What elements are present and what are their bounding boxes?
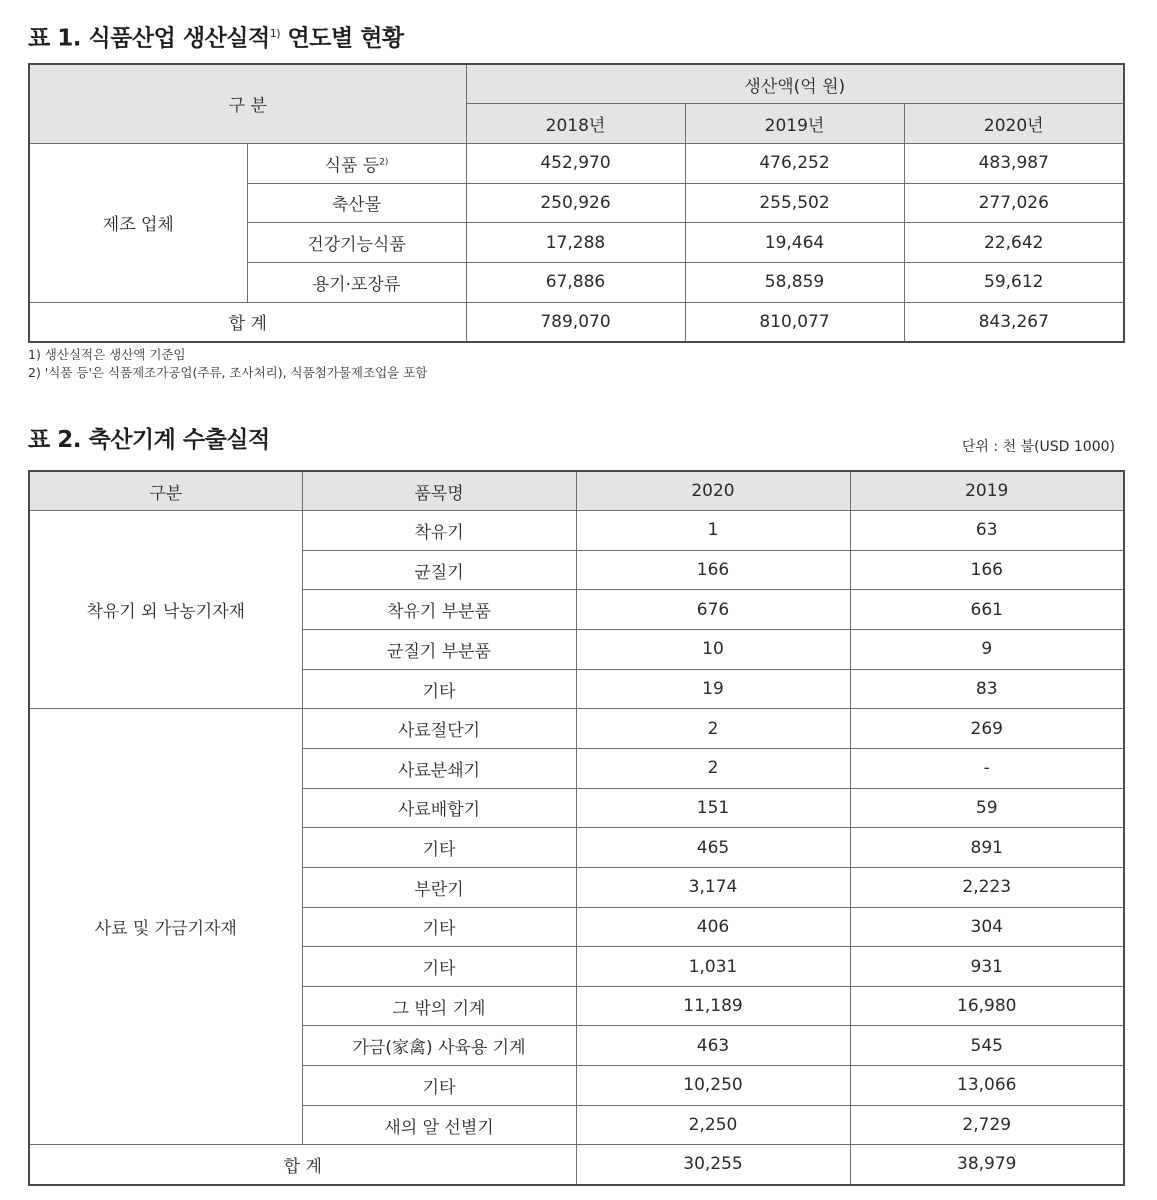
table-cell: 304 <box>850 907 1124 947</box>
table-cell: 그 밖의 기계 <box>302 986 576 1026</box>
table-row <box>29 709 1124 749</box>
table-cell: 16,980 <box>850 986 1124 1026</box>
table1-header-category: 구 분 <box>29 64 466 143</box>
table-row <box>29 511 1124 551</box>
table-cell: 사료배합기 <box>302 788 576 828</box>
table-cell: 465 <box>576 828 850 868</box>
table1-row-label: 용기·포장류 <box>247 262 466 302</box>
table-cell: 151 <box>576 788 850 828</box>
table1-year-header: 2020년 <box>904 104 1124 144</box>
table-cell: 균질기 부분품 <box>302 630 576 670</box>
table-cell: 착유기 <box>302 511 576 551</box>
table-cell: 789,070 <box>466 302 685 342</box>
table1-title-text: 표 1. 식품산업 생산실적 <box>28 25 270 52</box>
table2-total-label: 합 계 <box>29 1145 576 1185</box>
table-cell: 가금(家禽) 사육용 기계 <box>302 1026 576 1066</box>
table-cell: 931 <box>850 947 1124 987</box>
table-cell: 2 <box>576 709 850 749</box>
table-cell: 19,464 <box>685 223 904 263</box>
table-cell: 착유기 부분품 <box>302 590 576 630</box>
table1-footnotes <box>28 346 427 382</box>
table-cell: 545 <box>850 1026 1124 1066</box>
table2-header: 품목명 <box>302 471 576 511</box>
table-cell: 2,729 <box>850 1105 1124 1145</box>
table-cell: 1,031 <box>576 947 850 987</box>
table1-header-group: 생산액(억 원) <box>466 64 1124 104</box>
table-cell: 기타 <box>302 947 576 987</box>
table-row <box>29 143 1124 183</box>
table-cell: 166 <box>576 550 850 590</box>
table1-row-label <box>247 143 466 183</box>
table-cell: 30,255 <box>576 1145 850 1185</box>
table-cell: 483,987 <box>904 143 1124 183</box>
table2-header: 구분 <box>29 471 302 511</box>
table1-title-suffix: 연도별 현황 <box>280 25 404 52</box>
table1-year-header: 2019년 <box>685 104 904 144</box>
table-cell: 17,288 <box>466 223 685 263</box>
table2-header-row <box>29 471 1124 511</box>
table1-title <box>28 20 404 53</box>
production-table <box>28 63 1125 343</box>
row-label-text: 식품 등 <box>324 155 380 176</box>
table-cell: 새의 알 선별기 <box>302 1105 576 1145</box>
table-cell: 사료절단기 <box>302 709 576 749</box>
table-cell: 기타 <box>302 828 576 868</box>
table-cell: 58,859 <box>685 262 904 302</box>
table2-group-label: 사료 및 가금기자재 <box>29 709 302 1145</box>
table-cell: 843,267 <box>904 302 1124 342</box>
table-cell: 38,979 <box>850 1145 1124 1185</box>
table-cell: 11,189 <box>576 986 850 1026</box>
table-cell: - <box>850 748 1124 788</box>
table1-total-row <box>29 302 1124 342</box>
row-label-footnote-mark: 2) <box>379 157 389 168</box>
table-cell: 810,077 <box>685 302 904 342</box>
table1-total-label: 합 계 <box>29 302 466 342</box>
table2-header: 2019 <box>850 471 1124 511</box>
table1-group-label: 제조 업체 <box>29 143 247 302</box>
table-cell: 2,250 <box>576 1105 850 1145</box>
table1-row-label: 건강기능식품 <box>247 223 466 263</box>
table-cell: 255,502 <box>685 183 904 223</box>
table1-row-label: 축산물 <box>247 183 466 223</box>
table-cell: 269 <box>850 709 1124 749</box>
table1-year-header: 2018년 <box>466 104 685 144</box>
table-cell: 1 <box>576 511 850 551</box>
footnote: 1) 생산실적은 생산액 기준임 <box>28 347 186 362</box>
export-table <box>28 470 1125 1186</box>
table-cell: 균질기 <box>302 550 576 590</box>
table-cell: 59 <box>850 788 1124 828</box>
table-cell: 10,250 <box>576 1066 850 1106</box>
table2-title: 표 2. 축산기계 수출실적 <box>28 427 270 453</box>
table1-title-footnote-mark: 1) <box>269 27 281 40</box>
table-cell: 452,970 <box>466 143 685 183</box>
table-cell: 10 <box>576 630 850 670</box>
table2-unit-label: 단위 : 천 불(USD 1000) <box>961 439 1115 455</box>
table-cell: 기타 <box>302 1066 576 1106</box>
table-cell: 기타 <box>302 669 576 709</box>
table-cell: 250,926 <box>466 183 685 223</box>
table-cell: 277,026 <box>904 183 1124 223</box>
table2-group-label: 착유기 외 낙농기자재 <box>29 511 302 709</box>
table-cell: 22,642 <box>904 223 1124 263</box>
table-cell: 83 <box>850 669 1124 709</box>
table-cell: 676 <box>576 590 850 630</box>
table-cell: 사료분쇄기 <box>302 748 576 788</box>
footnote: 2) '식품 등'은 식품제조가공업(주류, 조사처리), 식품첨가물제조업을 포함 <box>28 365 428 380</box>
table-cell: 9 <box>850 630 1124 670</box>
table-cell: 19 <box>576 669 850 709</box>
table-cell: 기타 <box>302 907 576 947</box>
table-cell: 406 <box>576 907 850 947</box>
table-cell: 67,886 <box>466 262 685 302</box>
table-cell: 13,066 <box>850 1066 1124 1106</box>
table2-header: 2020 <box>576 471 850 511</box>
table-cell: 661 <box>850 590 1124 630</box>
table-cell: 166 <box>850 550 1124 590</box>
table-cell: 2 <box>576 748 850 788</box>
table-cell: 2,223 <box>850 867 1124 907</box>
table-cell: 3,174 <box>576 867 850 907</box>
table-cell: 463 <box>576 1026 850 1066</box>
table2-total-row <box>29 1145 1124 1185</box>
table-cell: 891 <box>850 828 1124 868</box>
table1-header-row <box>29 64 1124 104</box>
table-cell: 59,612 <box>904 262 1124 302</box>
table-cell: 63 <box>850 511 1124 551</box>
table-cell: 476,252 <box>685 143 904 183</box>
table-cell: 부란기 <box>302 867 576 907</box>
